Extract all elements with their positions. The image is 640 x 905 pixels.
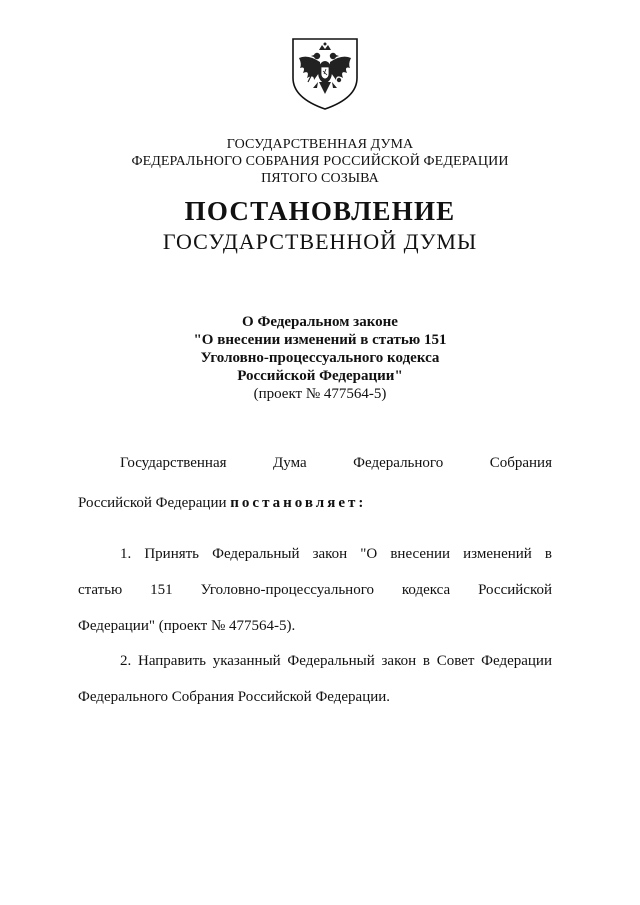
law-line-2: "О внесении изменений в статью 151: [193, 332, 447, 348]
document-title: ПОСТАНОВЛЕНИЕ: [184, 196, 456, 226]
issuer-header: [0, 136, 640, 187]
item-1-line-1: 1. Принять Федеральный закон "О внесении изменений в: [120, 546, 552, 562]
item-2-line-2: Федерального Собрания Российской Федерации.: [78, 689, 391, 705]
law-reference: [0, 313, 640, 403]
resolves-word: постановляет:: [230, 495, 367, 511]
law-line-4: Российской Федерации": [237, 368, 403, 384]
header-line-3: ПЯТОГО СОЗЫВА: [261, 171, 379, 186]
document-subtitle: ГОСУДАРСТВЕННОЙ ДУМЫ: [162, 229, 478, 254]
item-2-line-1: 2. Направить указанный Федеральный закон в Совет Федерации: [120, 653, 552, 669]
header-line-2: ФЕДЕРАЛЬНОГО СОБРАНИЯ РОССИЙСКОЙ ФЕДЕРАЦИИ: [131, 154, 509, 169]
header-line-1: ГОСУДАРСТВЕННАЯ ДУМА: [226, 137, 414, 152]
item-1-line-3: Федерации" (проект № 477564-5).: [78, 618, 296, 634]
item-1-line-2: статью 151 Уголовно-процессуального кодекса Российской: [78, 582, 552, 598]
coat-of-arms-emblem: [290, 36, 360, 112]
preamble-line-1: Государственная Дума Федерального Собрания: [120, 455, 552, 471]
law-line-3: Уголовно-процессуального кодекса: [200, 350, 440, 366]
preamble-line-2-text: Российской Федерации: [78, 495, 227, 511]
project-number: (проект № 477564-5): [253, 386, 387, 402]
law-line-1: О Федеральном законе: [242, 314, 398, 330]
preamble-line-2: [78, 494, 552, 512]
